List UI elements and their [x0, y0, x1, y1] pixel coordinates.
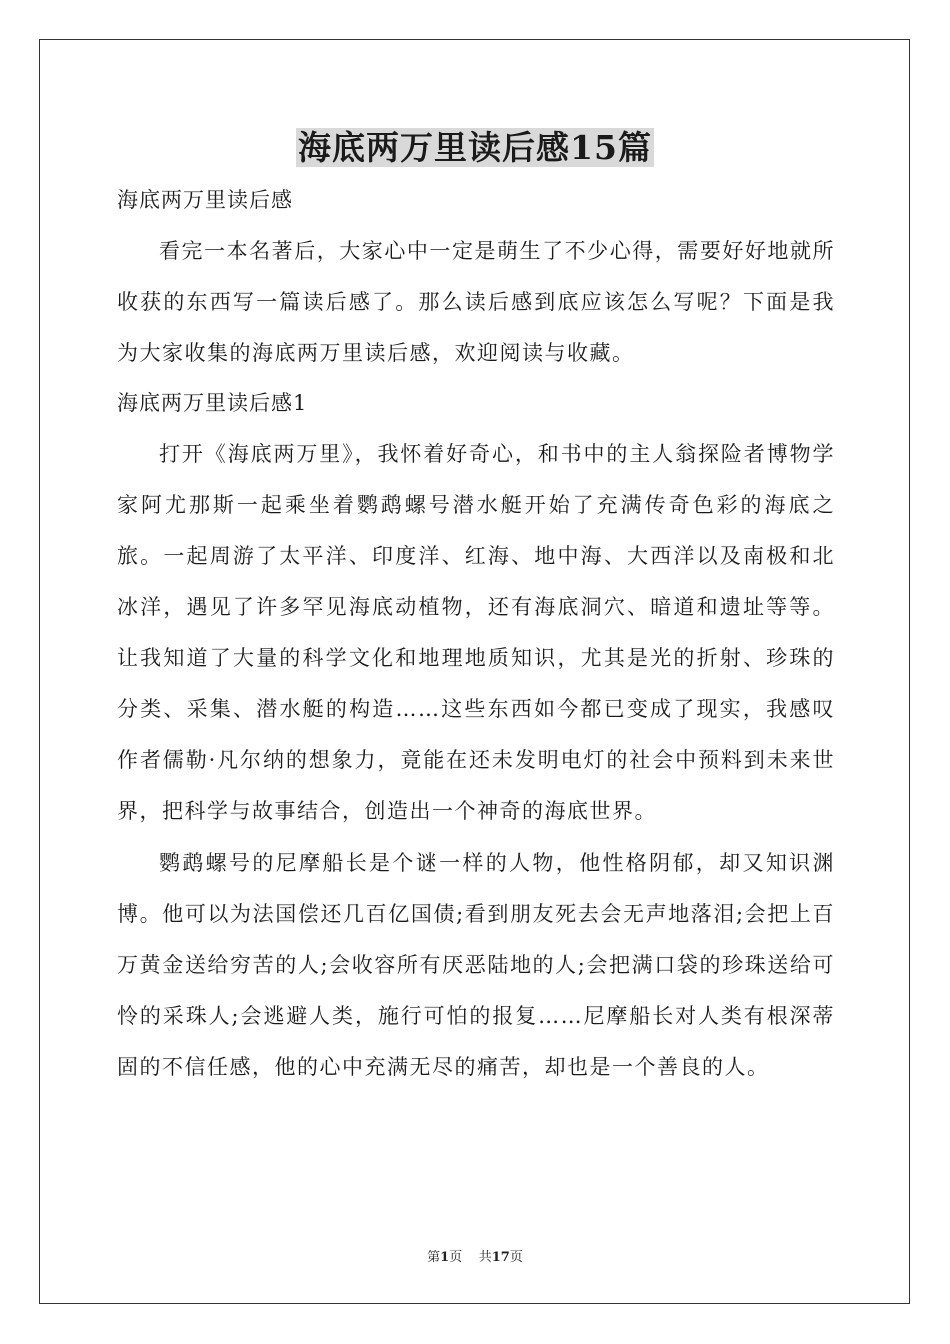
- section1-heading: 海底两万里读后感1: [117, 391, 308, 415]
- footer-total-pages: 17: [491, 1250, 510, 1265]
- footer-page-prefix: 第: [427, 1250, 441, 1265]
- intro-heading: 海底两万里读后感: [117, 188, 293, 212]
- footer-total-label: 页: [509, 1250, 523, 1265]
- section1-paragraph-1: 打开《海底两万里》，我怀着好奇心，和书中的主人翁探险者博物学家阿尤那斯一起乘坐着鹦鹉螺号潜水艇开始了充满传奇色彩的海底之旅。一起周游了太平洋、印度洋、红海、地中海、大西洋以及南极和北冰洋，遇见了许多罕见海底动植物，还有海底洞穴、暗道和遗址等等。让我知道了大量的科学文化和地理地质知识，尤其是光的折射、珍珠的分类、采集、潜水艇的构造……这些东西如今都已变成了现实，我感叹作者儒勒·凡尔纳的想象力，竟能在还未发明电灯的社会中预料到未来世界，把科学与故事结合，创造出一个神奇的海底世界。: [117, 442, 835, 823]
- document-title-container: [0, 126, 950, 170]
- intro-paragraph: 看完一本名著后，大家心中一定是萌生了不少心得，需要好好地就所收获的东西写一篇读后感了。那么读后感到底应该怎么写呢？下面是我为大家收集的海底两万里读后感，欢迎阅读与收藏。: [117, 239, 835, 365]
- document-body: [117, 178, 835, 1093]
- document-title: 海底两万里读后感15篇: [298, 128, 652, 167]
- section1-paragraph-2: 鹦鹉螺号的尼摩船长是个谜一样的人物，他性格阴郁，却又知识渊博。他可以为法国偿还几百亿国债;看到朋友死去会无声地落泪;会把上百万黄金送给穷苦的人;会收容所有厌恶陆地的人;会把满口袋的珍珠送给可怜的采珠人;会逃避人类，施行可怕的报复……尼摩船长对人类有根深蒂固的不信任感，他的心中充满无尽的痛苦，却也是一个善良的人。: [117, 851, 835, 1079]
- footer-total-prefix: 共: [478, 1250, 492, 1265]
- footer-page-label: 页: [449, 1250, 463, 1265]
- page-footer: [0, 1246, 950, 1265]
- footer-page-number: 1: [440, 1250, 450, 1265]
